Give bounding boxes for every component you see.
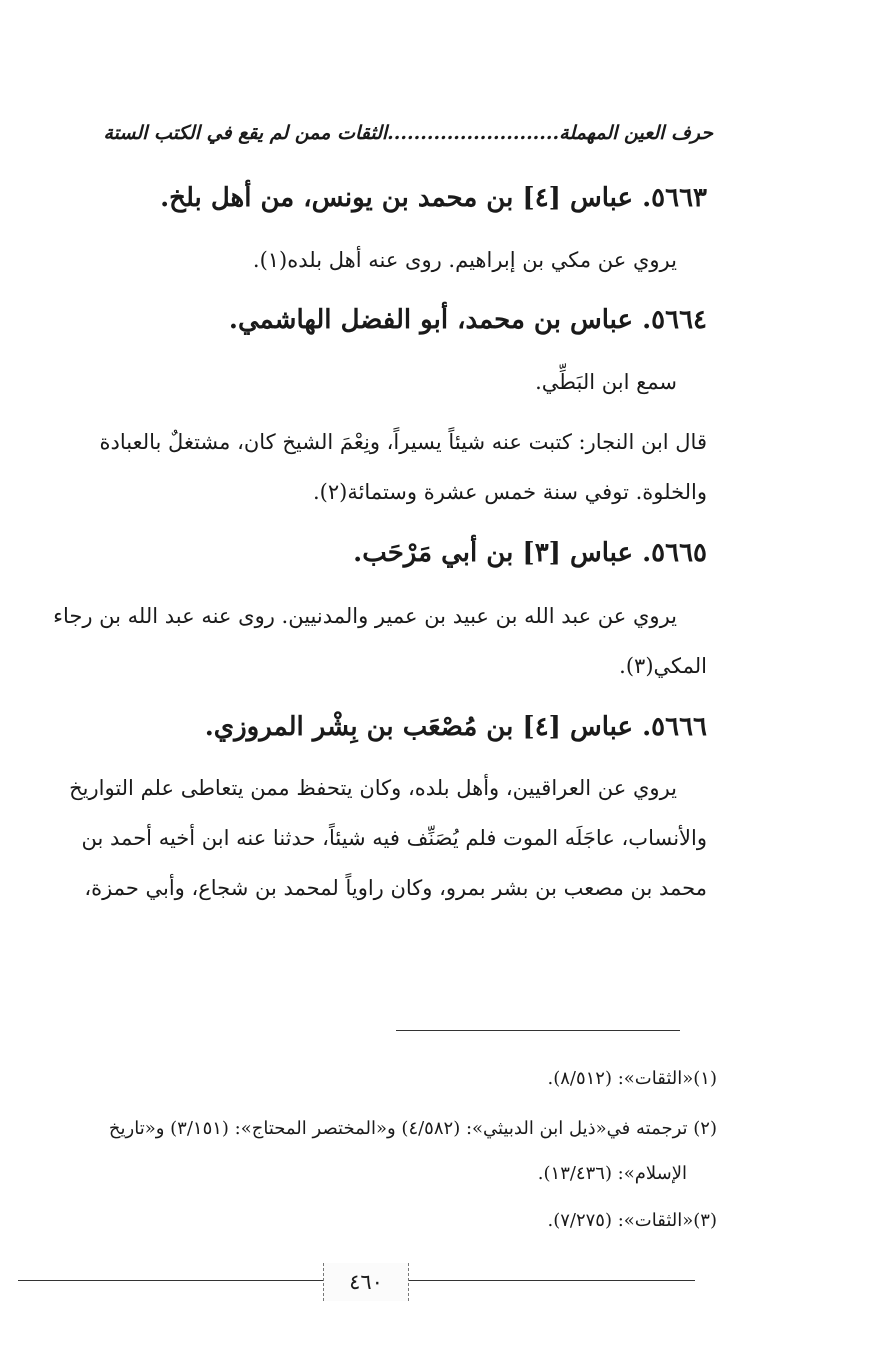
entry-text-line: والخلوة. توفي سنة خمس عشرة وستمائة(٢). [312,480,707,504]
entry-text-line: والأنساب، عاجَلَه الموت فلم يُصَنِّف فيه شيئاً، حدثنا عنه ابن أخيه أحمد بن [81,826,707,850]
entry-text-line: المكي(٣). [619,654,707,678]
entry-heading-5665: ٥٦٦٥. عباس [٣] بن أبي مَرْحَب. [353,538,707,568]
running-header [53,122,713,144]
header-right-title: الثقات ممن لم يقع في الكتب الستة [103,122,388,144]
entry-text-line: يروي عن عبد الله بن عبيد بن عمير والمدنيين. روى عنه عبد الله بن رجاء [53,604,677,628]
entry-text-line: سمع ابن البَطِّي. [535,370,677,394]
bottom-rule-left [18,1280,323,1281]
page-number-box [323,1263,409,1301]
entry-heading-5666: ٥٦٦٦. عباس [٤] بن مُصْعَب بن بِشْر المروزي. [204,712,707,742]
footnote-separator [396,1030,680,1031]
footnote-2-continued: الإسلام»: (١٣/٤٣٦). [537,1163,687,1184]
entry-text-line: محمد بن مصعب بن بشر بمرو، وكان راوياً لمحمد بن شجاع، وأبي حمزة، [84,876,707,900]
footnote-2: (٢) ترجمته في«ذيل ابن الدبيثي»: (٤/٥٨٢) و«المختصر المحتاج»: (٣/١٥١) و«تاريخ [108,1118,717,1139]
footnote-3: (٣)«الثقات»: (٧/٢٧٥). [547,1210,717,1231]
bottom-rule-right [407,1280,695,1281]
entry-heading-5664: ٥٦٦٤. عباس بن محمد، أبو الفضل الهاشمي. [228,305,707,335]
footnote-1: (١)«الثقات»: (٨/٥١٢). [547,1068,717,1089]
entry-text-line: قال ابن النجار: كتبت عنه شيئاً يسيراً، ونِعْمَ الشيخ كان، مشتغلٌ بالعبادة [99,430,707,454]
page-number: ٤٦٠ [349,1270,383,1294]
entry-heading-5663: ٥٦٦٣. عباس [٤] بن محمد بن يونس، من أهل بلخ. [160,183,707,213]
entry-text-line: يروي عن العراقيين، وأهل بلده، وكان يتحفظ ممن يتعاطى علم التواريخ [69,776,677,800]
header-left-title: حرف العين المهملة [559,122,713,144]
header-dots: .......................... [387,122,560,144]
entry-text-line: يروي عن مكي بن إبراهيم. روى عنه أهل بلده(١). [252,248,677,272]
